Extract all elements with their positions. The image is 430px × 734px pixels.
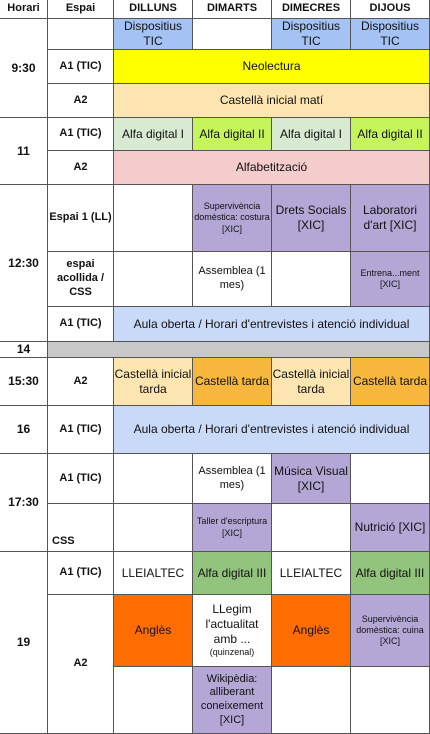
event-angles-dilluns: Anglès bbox=[114, 595, 193, 667]
time-11: 11 bbox=[0, 118, 48, 185]
time-16: 16 bbox=[0, 406, 48, 454]
event-dispositius-dimecres: Dispositius TIC bbox=[272, 19, 351, 50]
time-0930: 9:30 bbox=[0, 19, 48, 118]
event-lleialtec-dimecres: LLEIALTEC bbox=[272, 552, 351, 595]
space-css: CSS bbox=[48, 504, 114, 552]
empty-cell bbox=[114, 667, 193, 734]
event-alfa3-dijous: Alfa digital III bbox=[351, 552, 430, 595]
event-assemblea: Assemblea (1 mes) bbox=[193, 454, 272, 504]
event-llegim bbox=[193, 595, 272, 667]
lunch-break bbox=[48, 342, 430, 358]
event-alfabetitzacio: Alfabetització bbox=[114, 151, 430, 185]
empty-cell bbox=[351, 667, 430, 734]
event-alfa1-dimecres: Alfa digital I bbox=[272, 118, 351, 151]
space-a1-tic: A1 (TIC) bbox=[48, 50, 114, 84]
event-aula-oberta: Aula oberta / Horari d'entrevistes i atenció individual bbox=[114, 406, 430, 454]
space-a1-tic: A1 (TIC) bbox=[48, 307, 114, 342]
event-castella-inicial-tarda-dimecres: Castellà inicial tarda bbox=[272, 358, 351, 406]
event-supervivencia-cuina: Supervivència domèstica: cuina [XIC] bbox=[351, 595, 430, 667]
event-castella-inicial-tarda-dilluns: Castellà inicial tarda bbox=[114, 358, 193, 406]
empty-cell bbox=[272, 252, 351, 307]
space-a2: A2 bbox=[48, 595, 114, 734]
event-alfa1-dilluns: Alfa digital I bbox=[114, 118, 193, 151]
space-cell bbox=[48, 19, 114, 50]
time-19: 19 bbox=[0, 552, 48, 734]
event-alfa2-dimarts: Alfa digital II bbox=[193, 118, 272, 151]
empty-cell bbox=[193, 19, 272, 50]
time-1730: 17:30 bbox=[0, 454, 48, 552]
space-a1-tic: A1 (TIC) bbox=[48, 406, 114, 454]
event-angles-dimecres: Anglès bbox=[272, 595, 351, 667]
time-1530: 15:30 bbox=[0, 358, 48, 406]
event-neolectura: Neolectura bbox=[114, 50, 430, 84]
event-alfa3-dimarts: Alfa digital III bbox=[193, 552, 272, 595]
empty-cell bbox=[272, 504, 351, 552]
event-alfa2-dijous: Alfa digital II bbox=[351, 118, 430, 151]
event-aula-oberta: Aula oberta / Horari d'entrevistes i atenció individual bbox=[114, 307, 430, 342]
event-castella-mati: Castellà inicial matí bbox=[114, 84, 430, 118]
time-14: 14 bbox=[0, 342, 48, 358]
space-acollida-css: espai acollida / CSS bbox=[48, 252, 114, 307]
event-castella-tarda-dimarts: Castellà tarda bbox=[193, 358, 272, 406]
space-a1-tic: A1 (TIC) bbox=[48, 552, 114, 595]
time-1230: 12:30 bbox=[0, 185, 48, 342]
event-dispositius-dilluns: Dispositius TIC bbox=[114, 19, 193, 50]
empty-cell bbox=[114, 504, 193, 552]
event-assemblea: Assemblea (1 mes) bbox=[193, 252, 272, 307]
space-a2: A2 bbox=[48, 84, 114, 118]
empty-cell bbox=[114, 252, 193, 307]
empty-cell bbox=[272, 667, 351, 734]
event-laboratori-art: Laboratori d'art [XIC] bbox=[351, 185, 430, 252]
event-lleialtec-dilluns: LLEIALTEC bbox=[114, 552, 193, 595]
header-dimarts: DIMARTS bbox=[193, 0, 272, 19]
space-a2: A2 bbox=[48, 151, 114, 185]
event-dispositius-dijous: Dispositius TIC bbox=[351, 19, 430, 50]
llegim-frequency: (quinzenal) bbox=[209, 647, 255, 658]
event-entrenament: Entrena...ment [XIC] bbox=[351, 252, 430, 307]
empty-cell bbox=[351, 454, 430, 504]
event-wikipedia: Wikipèdia: alliberant coneixement [XIC] bbox=[193, 667, 272, 734]
space-a1-tic: A1 (TIC) bbox=[48, 454, 114, 504]
llegim-label: LLegim l'actualitat amb ... bbox=[205, 602, 259, 647]
header-horari: Horari bbox=[0, 0, 48, 19]
header-dijous: DIJOUS bbox=[351, 0, 430, 19]
empty-cell bbox=[114, 454, 193, 504]
space-a1-tic: A1 (TIC) bbox=[48, 118, 114, 151]
event-supervivencia-costura: Supervivència domèstica: costura [XIC] bbox=[193, 185, 272, 252]
space-espai1: Espai 1 (LL) bbox=[48, 185, 114, 252]
header-dilluns: DILLUNS bbox=[114, 0, 193, 19]
event-taller-escriptura: Taller d'escriptura [XIC] bbox=[193, 504, 272, 552]
empty-cell bbox=[114, 185, 193, 252]
event-castella-tarda-dijous: Castellà tarda bbox=[351, 358, 430, 406]
event-nutricio: Nutrició [XIC] bbox=[351, 504, 430, 552]
header-dimecres: DIMECRES bbox=[272, 0, 351, 19]
event-musica-visual: Música Visual [XIC] bbox=[272, 454, 351, 504]
event-drets-socials: Drets Socials [XIC] bbox=[272, 185, 351, 252]
space-a2: A2 bbox=[48, 358, 114, 406]
header-espai: Espai bbox=[48, 0, 114, 19]
